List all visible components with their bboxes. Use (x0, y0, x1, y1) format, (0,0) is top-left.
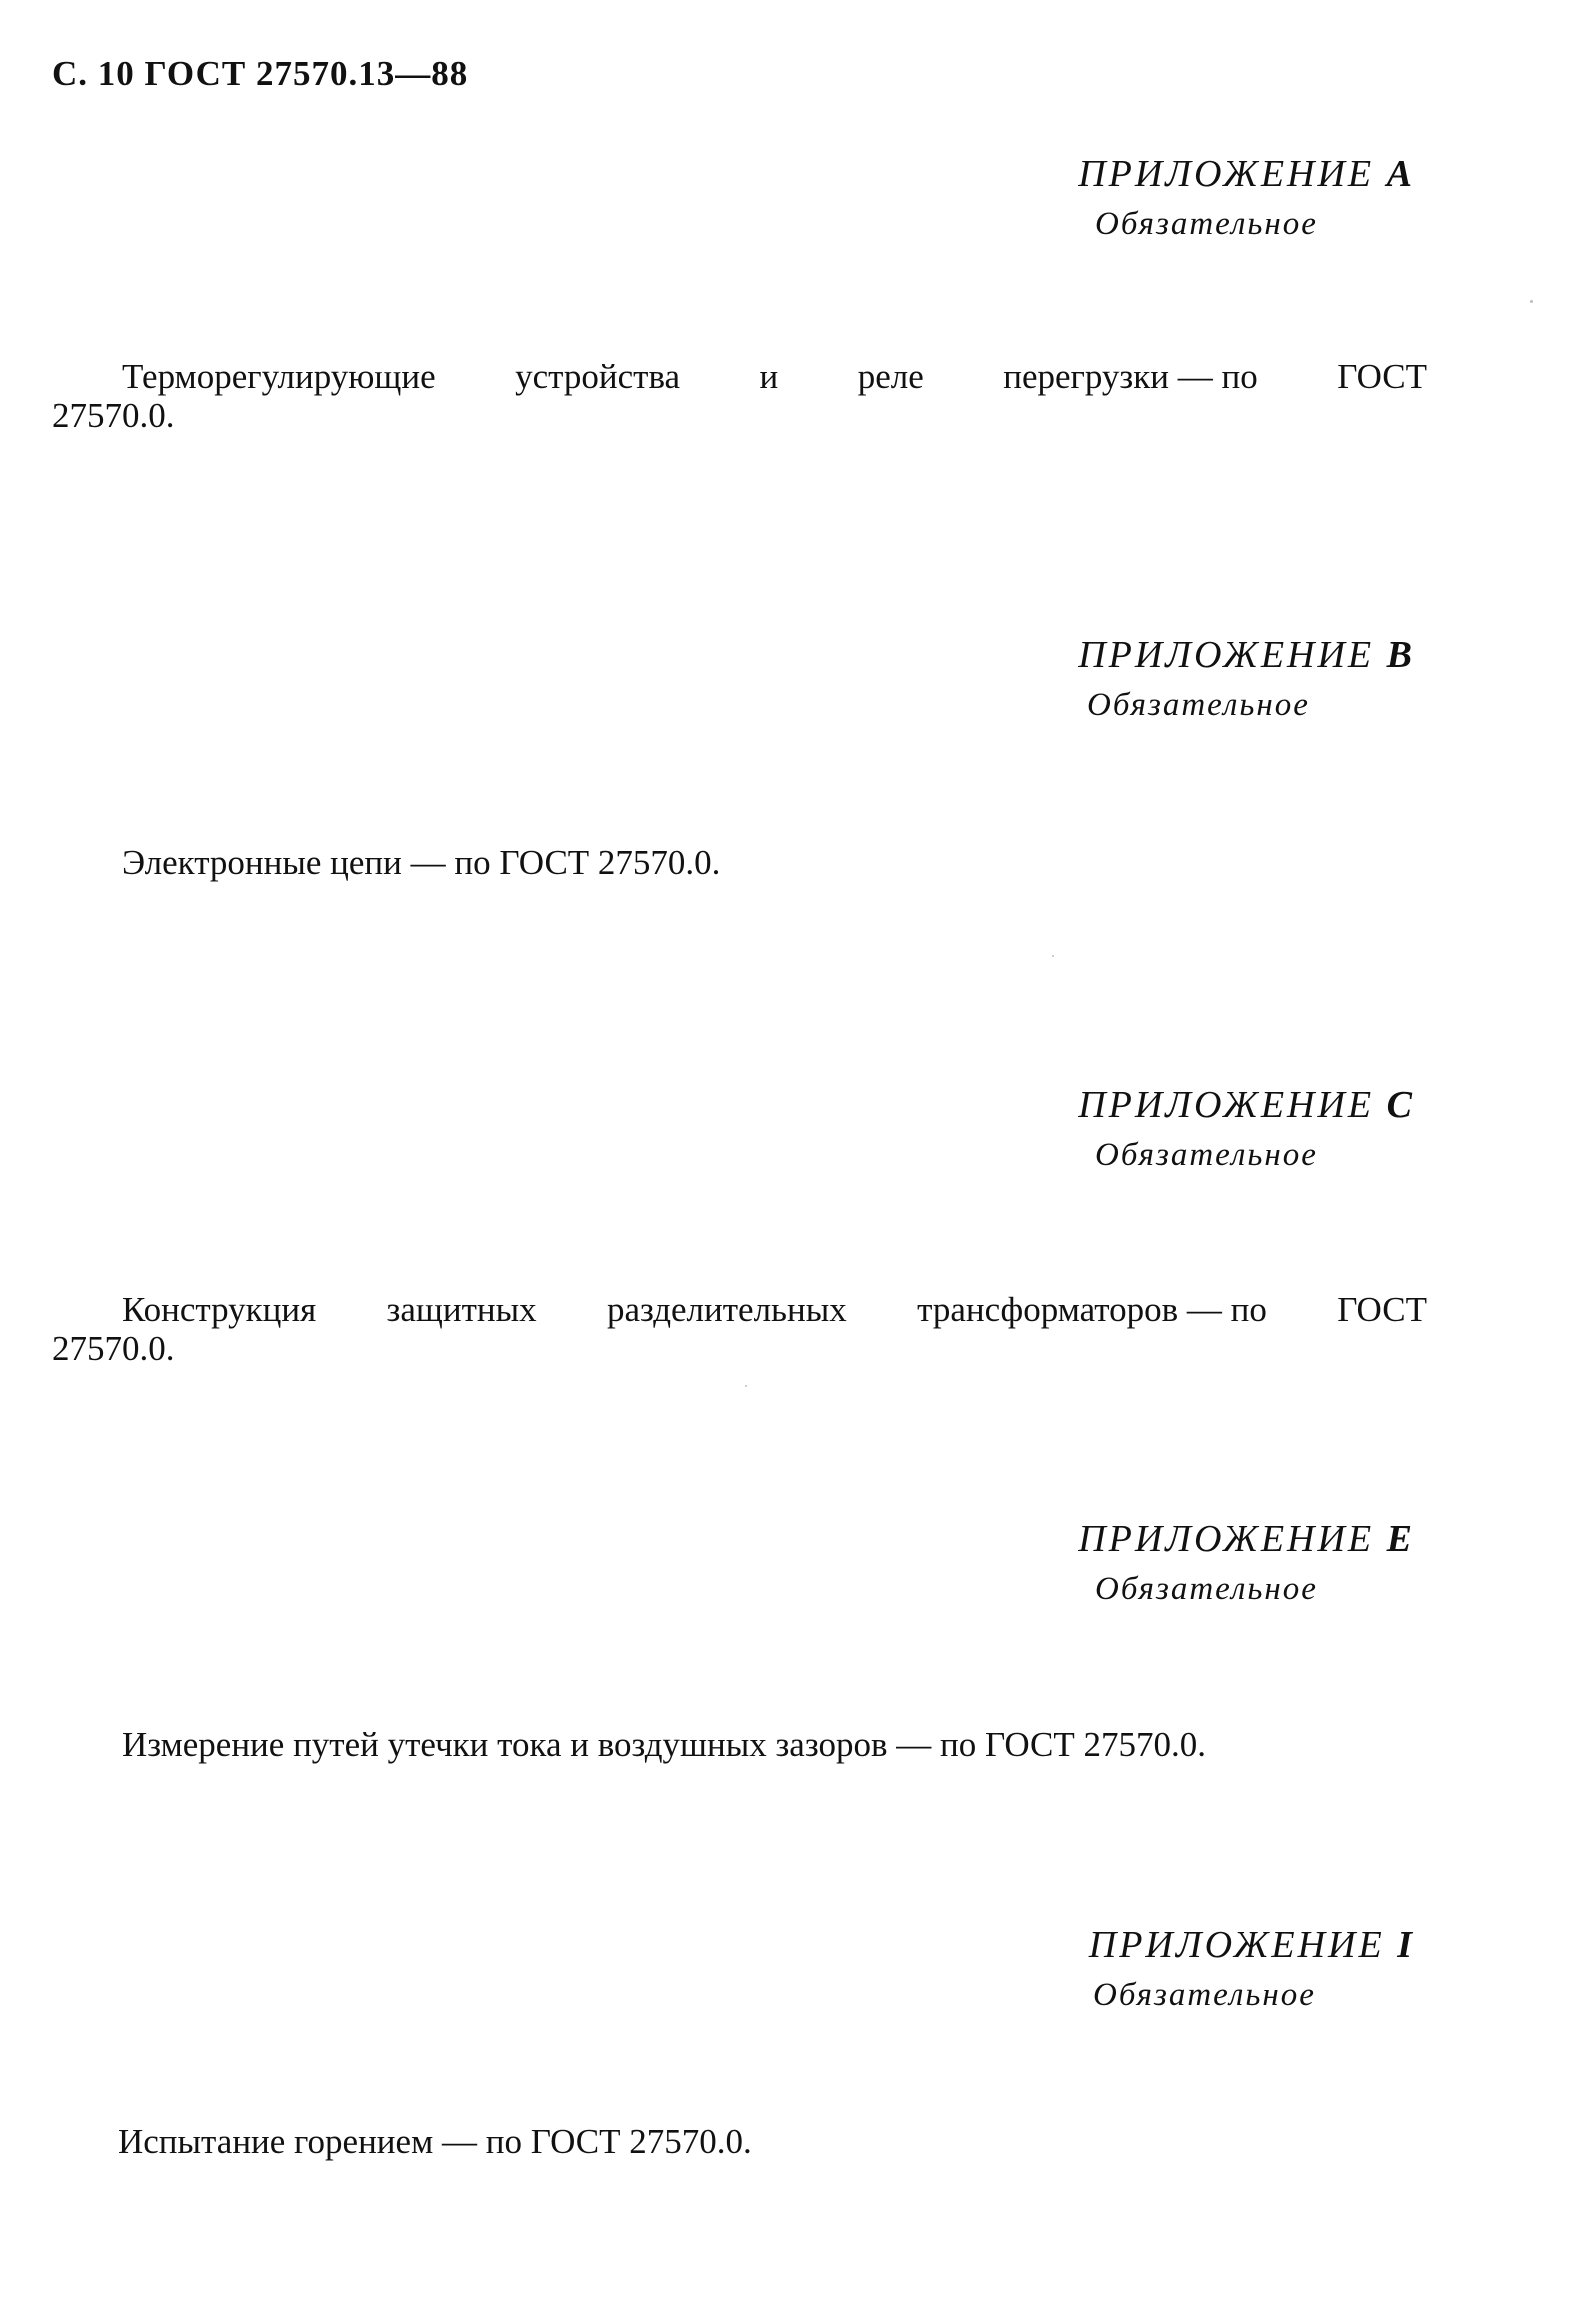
scan-speck (1052, 955, 1054, 957)
appendix-c-letter: C (1386, 1084, 1415, 1126)
appendix-b-status: Обязательное (1087, 687, 1310, 723)
appendix-a-title (1078, 152, 1415, 196)
appendix-i (995, 1923, 1415, 2023)
appendix-c-word-1: Конструкция (122, 1290, 317, 1329)
appendix-c-word-4: трансформаторов — по (917, 1290, 1267, 1329)
appendix-c-paragraph (52, 1290, 1427, 1368)
appendix-a-word-3: и (759, 357, 779, 396)
appendix-c-word-2: защитных (386, 1290, 537, 1329)
appendix-c-line-1 (52, 1290, 1427, 1329)
appendix-i-title (1089, 1923, 1415, 1967)
appendix-a-word-2: устройства (515, 357, 681, 396)
appendix-a-line-2: 27570.0. (52, 396, 175, 435)
appendix-a-word-1: Терморегулирующие (122, 357, 436, 396)
appendix-a-status: Обязательное (1095, 206, 1318, 242)
appendix-e-title (1078, 1517, 1415, 1561)
appendix-a-word-5: перегрузки — по (1003, 357, 1258, 396)
appendix-e-paragraph: Измерение путей утечки тока и воздушных зазоров — по ГОСТ 27570.0. (122, 1725, 1206, 1764)
appendix-c-title-prefix: ПРИЛОЖЕНИЕ (1078, 1084, 1375, 1126)
appendix-e-title-prefix: ПРИЛОЖЕНИЕ (1078, 1518, 1375, 1560)
appendix-b-letter: B (1386, 634, 1415, 676)
appendix-a-paragraph (52, 357, 1427, 435)
appendix-i-status: Обязательное (1093, 1977, 1316, 2013)
appendix-i-paragraph: Испытание горением — по ГОСТ 27570.0. (118, 2122, 752, 2161)
appendix-c-title (1078, 1083, 1415, 1127)
appendix-a-word-6: ГОСТ (1337, 357, 1427, 396)
appendix-e-status: Обязательное (1095, 1571, 1318, 1607)
appendix-e (995, 1517, 1415, 1617)
appendix-i-title-prefix: ПРИЛОЖЕНИЕ (1088, 1924, 1385, 1966)
page-header: С. 10 ГОСТ 27570.13—88 (52, 54, 469, 93)
appendix-b-paragraph: Электронные цепи — по ГОСТ 27570.0. (122, 843, 721, 882)
scan-speck (1530, 300, 1533, 303)
appendix-a-line-1 (52, 357, 1427, 396)
appendix-c-word-5: ГОСТ (1337, 1290, 1427, 1329)
appendix-c-status: Обязательное (1095, 1137, 1318, 1173)
appendix-a-word-4: реле (857, 357, 924, 396)
appendix-b (995, 633, 1415, 733)
scan-speck (745, 1385, 747, 1387)
appendix-e-letter: E (1386, 1518, 1415, 1560)
appendix-c-line-2: 27570.0. (52, 1329, 175, 1368)
appendix-i-letter: I (1397, 1924, 1415, 1966)
appendix-b-title-prefix: ПРИЛОЖЕНИЕ (1078, 634, 1375, 676)
appendix-a-title-prefix: ПРИЛОЖЕНИЕ (1078, 153, 1375, 195)
appendix-b-title (1078, 633, 1415, 677)
appendix-c (995, 1083, 1415, 1183)
appendix-a (995, 152, 1415, 252)
appendix-a-letter: A (1386, 153, 1415, 195)
appendix-c-word-3: разделительных (606, 1290, 847, 1329)
